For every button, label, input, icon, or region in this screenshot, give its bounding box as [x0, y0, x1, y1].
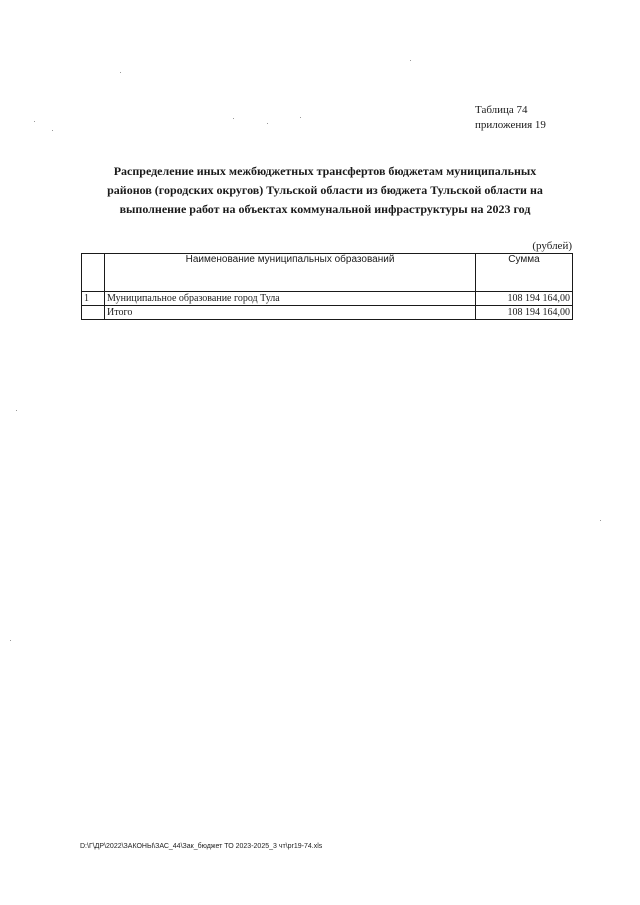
- table-caption: [475, 103, 546, 133]
- scan-speck: [600, 520, 601, 521]
- scan-speck: [233, 118, 234, 119]
- scan-speck: [10, 640, 11, 641]
- table-row: [82, 292, 573, 306]
- scan-speck: [267, 123, 268, 124]
- scan-speck: [52, 130, 53, 131]
- header-sum: Сумма: [476, 254, 573, 292]
- row-num: [82, 306, 105, 320]
- scan-speck: [34, 121, 35, 122]
- document-title: Распределение иных межбюджетных трансфертов бюджетам муниципальных районов (городских округов) Тульской области из бюджета Тульской области на выполнение работ на объектах коммунальной инфраструктуры на 2023 год: [107, 164, 543, 216]
- scan-speck: [300, 117, 301, 118]
- row-sum: 108 194 164,00: [476, 292, 573, 306]
- row-sum: 108 194 164,00: [476, 306, 573, 320]
- units-label: (рублей): [532, 240, 572, 252]
- caption-table-number: Таблица 74: [475, 104, 528, 116]
- table-header-row: [82, 254, 573, 292]
- footer-file-path: D:\Г\ДР\2022\ЗАКОНЫ\ЗАС_44\Зак_бюджет ТО 2023-2025_3 чт\pr19-74.xls: [80, 843, 323, 850]
- scan-speck: [16, 410, 17, 411]
- scan-speck: [120, 72, 121, 73]
- row-num: 1: [82, 292, 105, 306]
- table-total-row: [82, 306, 573, 320]
- row-name: Итого: [105, 306, 476, 320]
- header-num: [82, 254, 105, 292]
- caption-appendix: приложения 19: [475, 119, 546, 131]
- scan-speck: [410, 60, 411, 61]
- distribution-table: [81, 253, 573, 320]
- row-name: Муниципальное образование город Тула: [105, 292, 476, 306]
- header-name: Наименование муниципальных образований: [105, 254, 476, 292]
